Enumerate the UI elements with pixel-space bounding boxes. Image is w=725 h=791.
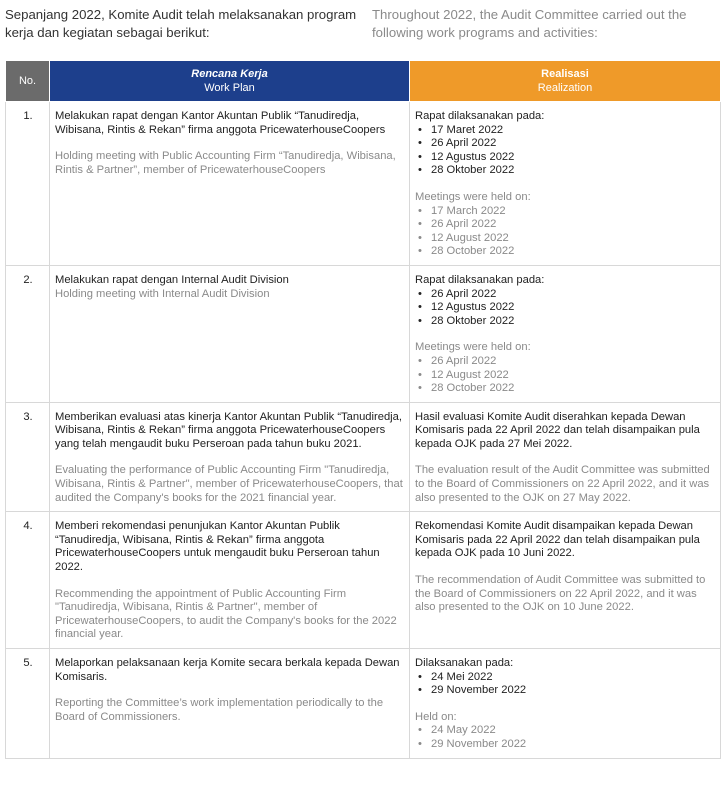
real-en-intro: Held on: (415, 710, 457, 723)
real-id-text: Rekomendasi Komite Audit disampaikan kepada Dewan Komisaris pada 22 April 2022 dan telah disampaikan pula kepada OJK pada 10 Juni 2022. (415, 520, 700, 560)
header-realization (410, 61, 721, 102)
plan-en-text: Reporting the Committee’s work implementation periodically to the Board of Commissioners. (55, 697, 384, 723)
row-number: 4. (6, 512, 50, 649)
header-no: No. (6, 61, 50, 102)
realization-cell (410, 649, 721, 759)
table-row (6, 402, 721, 512)
header-real-id: Realisasi (541, 68, 589, 80)
row-number: 2. (6, 265, 50, 402)
header-plan-id: Rencana Kerja (191, 68, 268, 80)
list-item: • 24 May 2022 (415, 724, 716, 738)
real-id-list (415, 671, 716, 698)
plan-id-text: Melaporkan pelaksanaan kerja Komite secara berkala kepada Dewan Komisaris. (55, 657, 400, 683)
intro-indonesian: Sepanjang 2022, Komite Audit telah melaksanakan program kerja dan kegiatan sebagai berikut: (5, 7, 357, 40)
list-item: • 17 Maret 2022 (415, 124, 716, 138)
plan-id-text: Memberi rekomendasi penunjukan Kantor Akuntan Publik “Tanudiredja, Wibisana, Rintis & Rekan” firma anggota PricewaterhouseCoopers untuk mengaudit buku Perseroan tahun 2022. (55, 520, 380, 574)
table-row (6, 649, 721, 759)
list-item: • 26 April 2022 (415, 218, 716, 232)
real-id-intro: Dilaksanakan pada: (415, 657, 514, 669)
plan-id-text: Memberikan evaluasi atas kinerja Kantor Akuntan Publik “Tanudiredja, Wibisana, Rintis & Rekan” firma anggota PricewaterhouseCoopers yang telah mengaudit buku Perseroan pada tahun buku 2021. (55, 410, 403, 450)
list-item: • 12 August 2022 (415, 369, 716, 383)
header-plan-en: Work Plan (204, 82, 255, 94)
plan-id-text: Melakukan rapat dengan Kantor Akuntan Publik “Tanudiredja, Wibisana, Rintis & Rekan” firma anggota PricewaterhouseCoopers (55, 110, 386, 136)
table-row (6, 102, 721, 266)
real-en-list (415, 205, 716, 259)
table-header-row (6, 61, 721, 102)
table-row (6, 512, 721, 649)
list-item: • 28 Oktober 2022 (415, 164, 716, 178)
work-program-table (5, 60, 721, 759)
work-plan-cell (50, 265, 410, 402)
list-item: • 28 October 2022 (415, 245, 716, 259)
list-item: • 24 Mei 2022 (415, 671, 716, 685)
plan-en-text: Evaluating the performance of Public Accounting Firm "Tanudiredja, Wibisana, Rintis & Partner", member of PricewaterhouseCoopers, that audited the Company's books for the 2021 financial year. (55, 464, 403, 504)
list-item: • 12 Agustus 2022 (415, 151, 716, 165)
real-id-intro: Rapat dilaksanakan pada: (415, 273, 545, 286)
row-number: 5. (6, 649, 50, 759)
real-en-intro: Meetings were held on: (415, 341, 531, 354)
real-en-list (415, 355, 716, 396)
plan-en-text: Recommending the appointment of Public Accounting Firm "Tanudiredja, Wibisana, Rintis & Partner", member of PricewaterhouseCoopers, to audit the Company's books for the 2022 financial year. (55, 587, 397, 641)
work-plan-cell (50, 649, 410, 759)
real-id-list (415, 124, 716, 178)
realization-cell (410, 265, 721, 402)
list-item: • 29 November 2022 (415, 738, 716, 752)
real-id-intro: Rapat dilaksanakan pada: (415, 110, 545, 122)
header-work-plan (50, 61, 410, 102)
row-number: 3. (6, 402, 50, 512)
real-id-list (415, 288, 716, 329)
work-plan-cell (50, 512, 410, 649)
realization-cell (410, 402, 721, 512)
row-number: 1. (6, 102, 50, 266)
list-item: • 12 Agustus 2022 (415, 301, 716, 315)
real-en-intro: Meetings were held on: (415, 190, 531, 203)
list-item: • 28 October 2022 (415, 382, 716, 396)
list-item: • 26 April 2022 (415, 137, 716, 151)
plan-en-text: Holding meeting with Internal Audit Division (55, 287, 270, 300)
realization-cell (410, 102, 721, 266)
list-item: • 26 April 2022 (415, 355, 716, 369)
real-en-text: The recommendation of Audit Committee was submitted to the Board of Commissioners on 22 April 2022, and it was also presented to the OJK on 10 June 2022. (415, 574, 706, 614)
real-en-list (415, 724, 716, 751)
realization-cell (410, 512, 721, 649)
list-item: • 12 August 2022 (415, 232, 716, 246)
table-row (6, 265, 721, 402)
list-item: • 29 November 2022 (415, 684, 716, 698)
list-item: • 26 April 2022 (415, 288, 716, 302)
plan-id-text: Melakukan rapat dengan Internal Audit Division (55, 273, 289, 286)
list-item: • 28 Oktober 2022 (415, 315, 716, 329)
plan-en-text: Holding meeting with Public Accounting Firm “Tanudiredja, Wibisana, Rintis & Partner”, member of PricewaterhouseCoopers (55, 150, 396, 176)
list-item: • 17 March 2022 (415, 205, 716, 219)
intro-english: Throughout 2022, the Audit Committee carried out the following work programs and activities: (372, 7, 687, 40)
real-en-text: The evaluation result of the Audit Committee was submitted to the Board of Commissioners on 22 April 2022, and it was also presented to the OJK on 27 May 2022. (415, 464, 710, 504)
real-id-text: Hasil evaluasi Komite Audit diserahkan kepada Dewan Komisaris pada 22 April 2022 dan telah disampaikan pula kepada OJK pada 27 Mei 2022. (415, 410, 700, 450)
header-real-en: Realization (537, 82, 593, 94)
work-plan-cell (50, 102, 410, 266)
work-plan-cell (50, 402, 410, 512)
